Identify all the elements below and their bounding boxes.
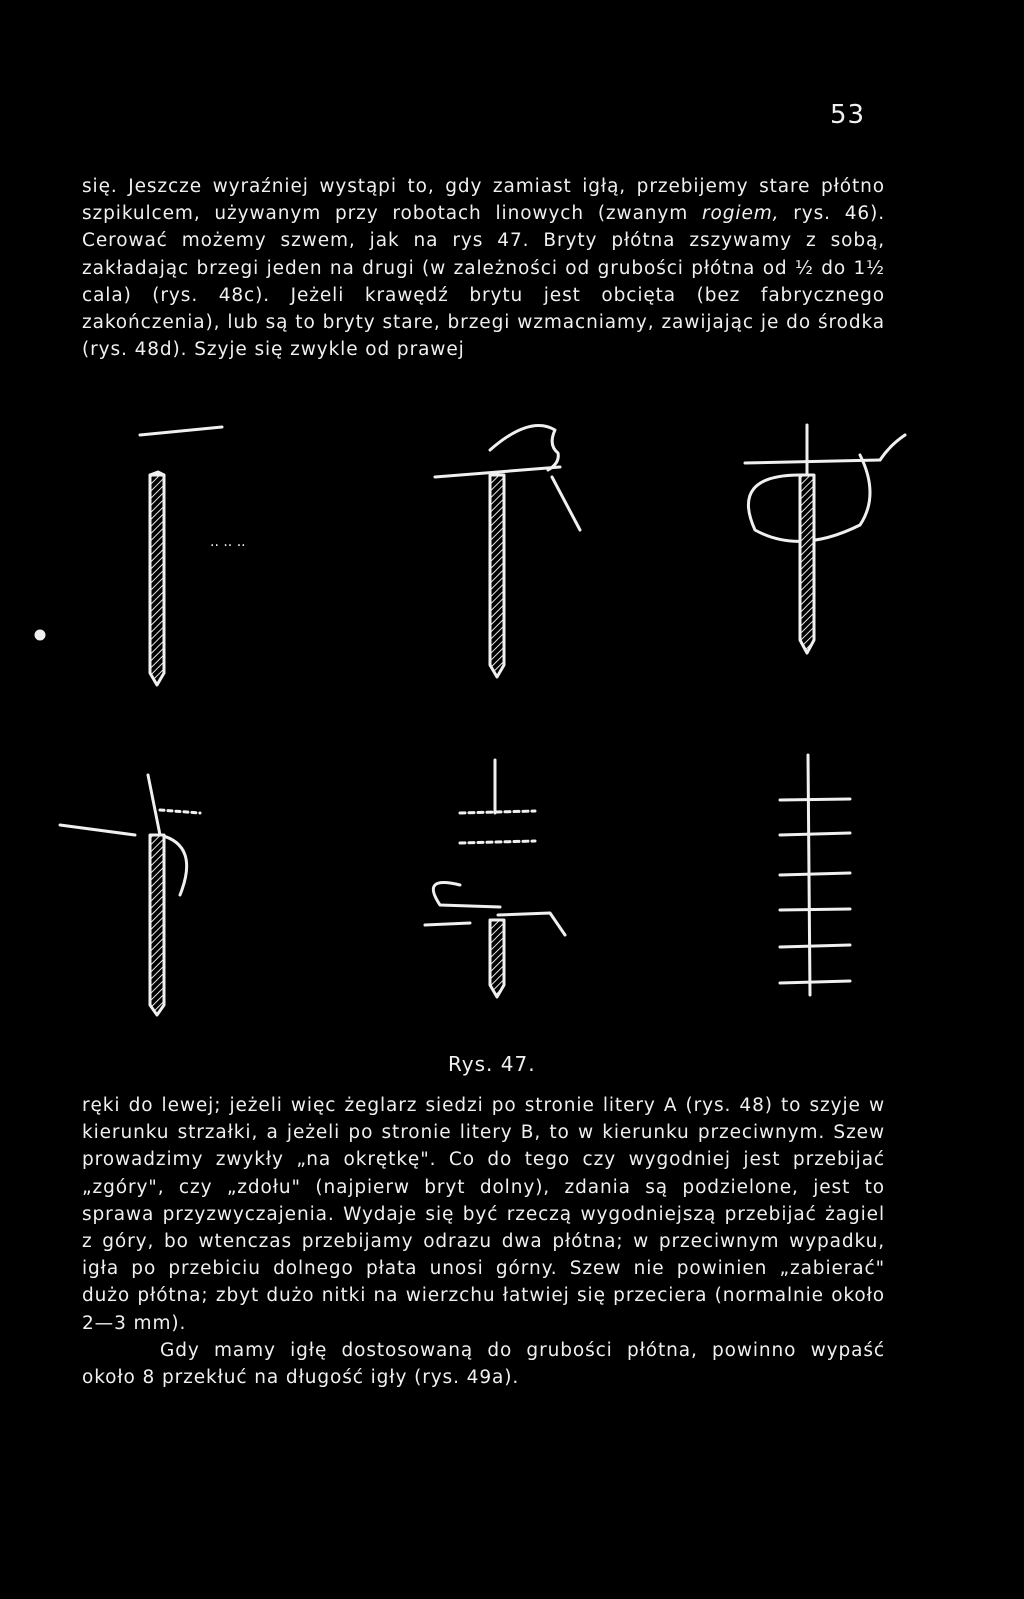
svg-text:·· ·· ··: ·· ·· ·· — [210, 538, 246, 554]
bottom-paragraphs — [82, 1092, 885, 1391]
needle-step-4 — [60, 775, 200, 1015]
darning-illustration — [0, 415, 1024, 1045]
needle-step-6 — [780, 755, 850, 995]
paragraph-1: ręki do lewej; jeżeli więc żeglarz siedzi po stronie litery A (rys. 48) to szyje w kierunku strzałki, a jeżeli po stronie litery B, to w kierunku przeciwnym. Szew prowadzimy zwykły „na okrętkę". Co do tego czy wygodniej jest przebijać „zgóry", czy „zdołu" (najpierw bryt dolny), zdania są podzielone, jest to sprawa przyzwyczajenia. Wydaje się być rzeczą wygodniejszą przebijać żagiel z góry, bo wtenczas przebijamy odrazu dwa płótna; w przeciwnym wypadku, igła po przebiciu dolnego płata unosi górny. Szew nie powinien „zabierać" dużo płótna; zbyt dużo nitki na wierzchu łatwiej się przeciera (normalnie około 2—3 mm). — [82, 1095, 885, 1334]
italic-term: rogiem, — [702, 203, 780, 225]
needle-step-2 — [435, 426, 580, 678]
needle-step-1 — [36, 427, 246, 685]
needle-step-5 — [425, 760, 565, 997]
page-number: 53 — [830, 100, 866, 130]
top-paragraph — [82, 173, 885, 363]
text-segment: się. Jeszcze wyraźniej wystąpi to, gdy zamiast igłą, przebijemy stare płótno szpikulcem, używanym przy robotach linowych (zwanym — [82, 176, 885, 225]
text-segment: rys. 46). Cerować możemy szwem, jak na rys 47. Bryty płótna zszywamy z sobą, zakładając brzegi jeden na drugi (w zależności od grubości płótna od ½ do 1½ cala) (rys. 48c). Jeżeli krawędź brytu jest obcięta (bez fabrycznego zakończenia), lub są to bryty stare, brzegi wzmacniamy, zawijając je do środka (rys. 48d). Szyje się zwykle od prawej — [82, 203, 885, 361]
top-paragraph-text — [82, 173, 885, 363]
needle-step-3 — [745, 425, 905, 653]
figure-caption: Rys. 47. — [448, 1052, 536, 1076]
paragraph-2: Gdy mamy igłę dostosowaną do grubości płótna, powinno wypaść około 8 przekłuć na długość igły (rys. 49a). — [82, 1339, 885, 1389]
